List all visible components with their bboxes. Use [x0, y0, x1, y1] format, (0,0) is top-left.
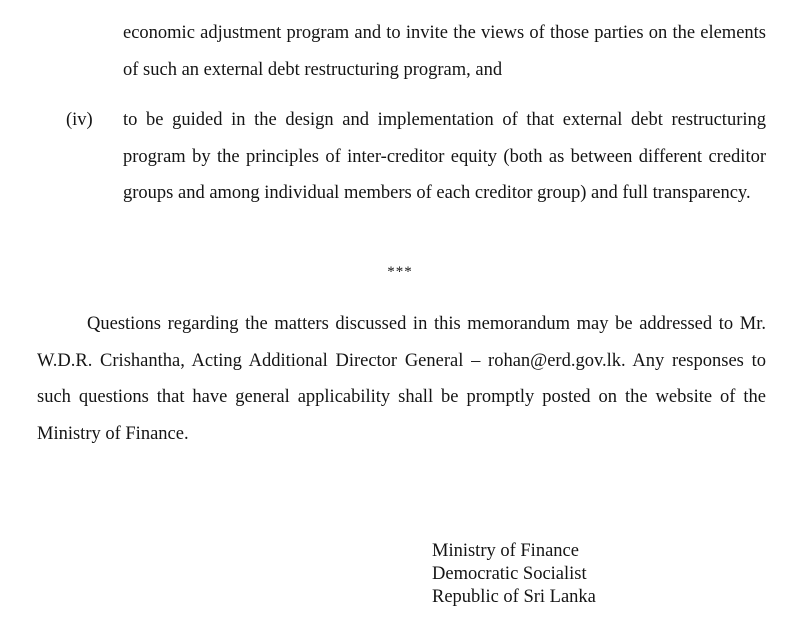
section-separator: ***: [387, 264, 413, 280]
continuation-paragraph: economic adjustment program and to invite the views of those parties on the elements of such an external debt restructuring program, and: [123, 23, 766, 80]
closing-paragraph: Questions regarding the matters discussed in this memorandum may be addressed to Mr. W.D.R. Crishantha, Acting Additional Director General – rohan@erd.gov.lk. Any responses to such questions that have general applicability shall be promptly posted on the website of the Ministry of Finance.: [37, 314, 766, 444]
signature-line: Democratic Socialist: [432, 564, 587, 584]
signature-line: Ministry of Finance: [432, 541, 579, 561]
list-item-marker: (iv): [66, 110, 93, 130]
list-item-text: to be guided in the design and implementation of that external debt restructuring program by the principles of inter-creditor equity (both as between different creditor groups and among individual members of each creditor group) and full transparency.: [123, 110, 766, 203]
signature-block: [432, 540, 596, 609]
signature-line: Republic of Sri Lanka: [432, 587, 596, 607]
